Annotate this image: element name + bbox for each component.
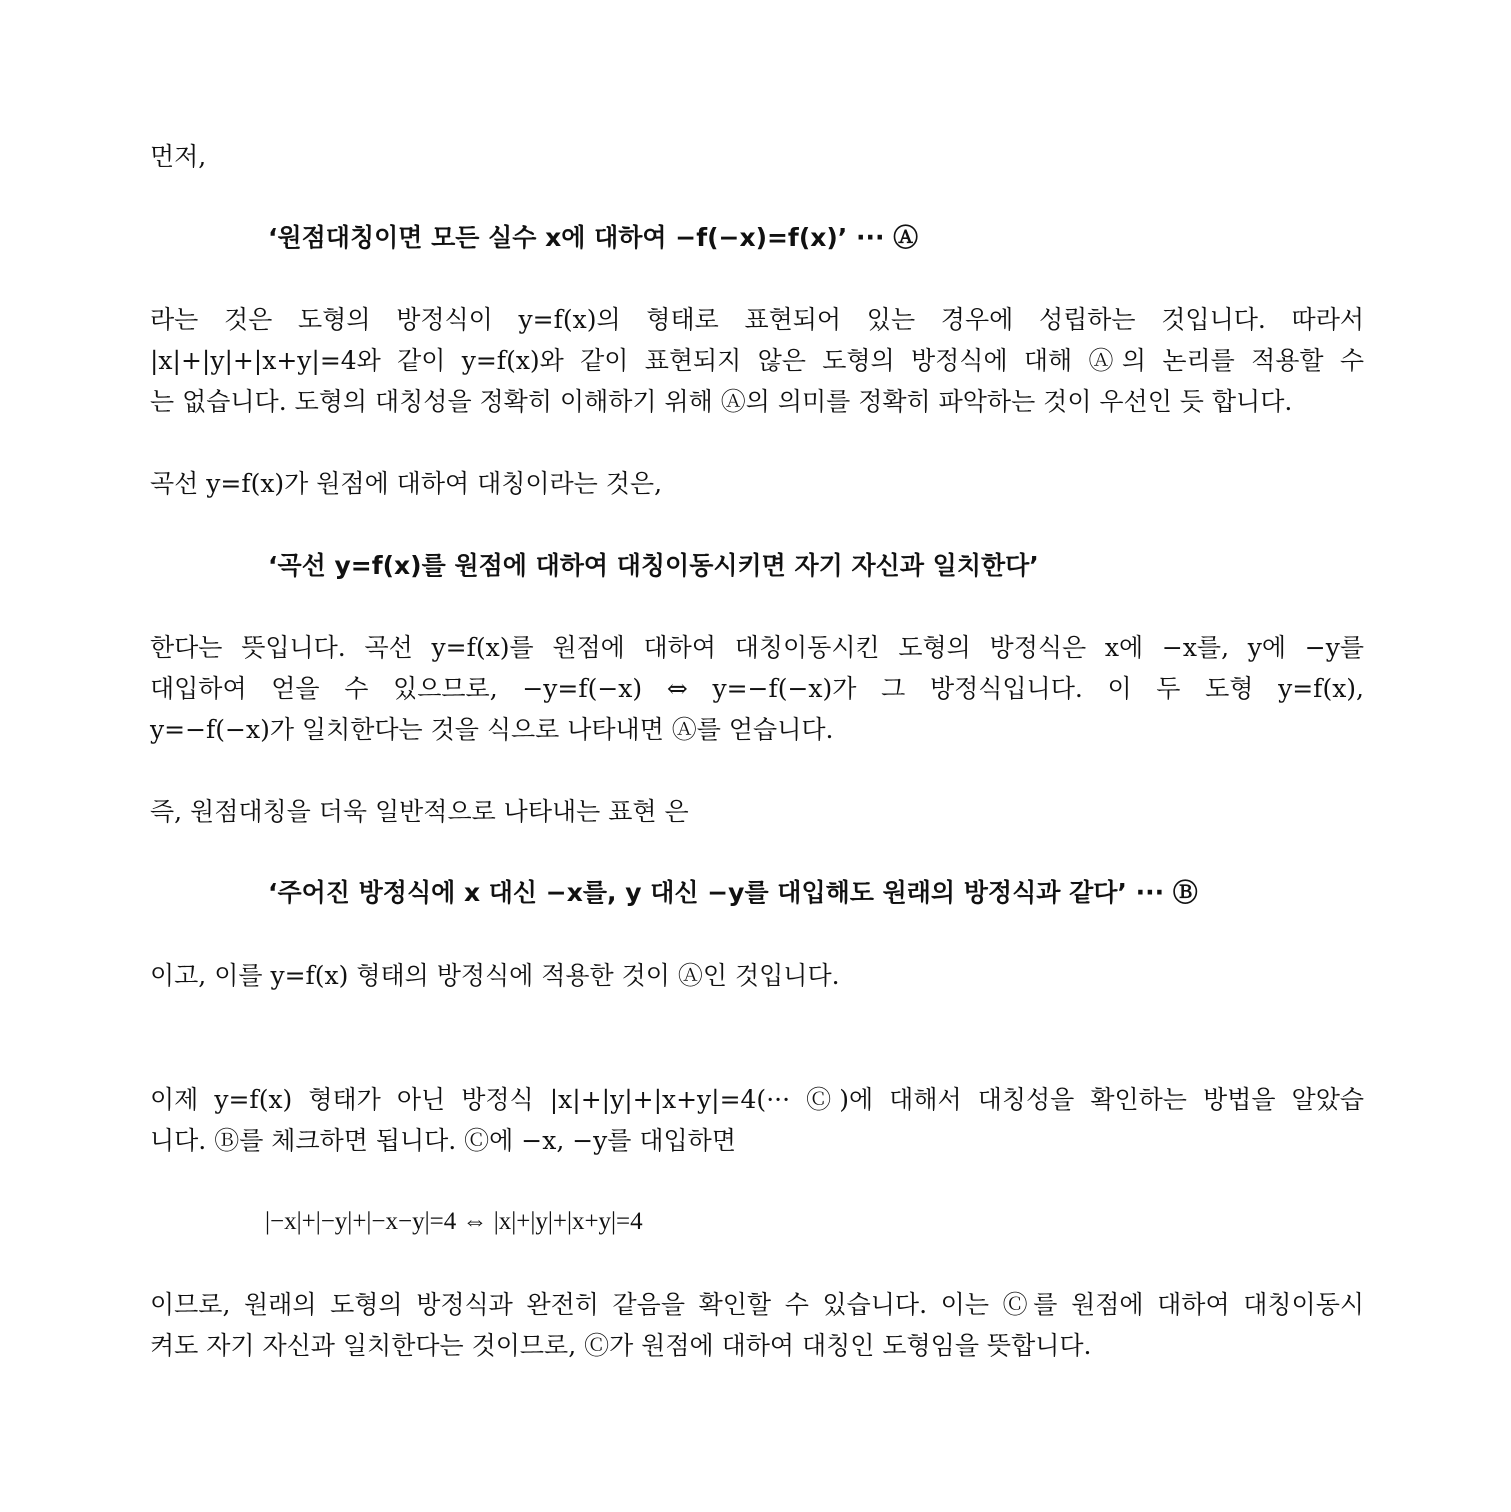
paragraph-line: |x|+|y|+|x+y|=4와 같이 y=f(x)와 같이 표현되지 않은 도형의 방정식에 대해 Ⓐ의 논리를 적용할 수	[150, 346, 1364, 375]
statement-symmetry: ‘곡선 y=f(x)를 원점에 대하여 대칭이동시키면 자기 자신과 일치한다’	[268, 551, 1039, 580]
paragraph-line: 이제 y=f(x) 형태가 아닌 방정식 |x|+|y|+|x+y|=4(··· Ⓒ)에 대해서 대칭성을 확인하는 방법을 알았습	[150, 1085, 1364, 1114]
paragraph-line: 니다. Ⓑ를 체크하면 됩니다. Ⓒ에 −x, −y를 대입하면	[150, 1126, 736, 1155]
equation-line: |−x|+|−y|+|−x−y|=4 ⇔ |x|+|y|+|x+y|=4	[265, 1208, 643, 1235]
paragraph-line: 한다는 뜻입니다. 곡선 y=f(x)를 원점에 대하여 대칭이동시킨 도형의 방정식은 x에 −x를, y에 −y를	[150, 633, 1364, 662]
statement-a: ‘원점대칭이면 모든 실수 x에 대하여 −f(−x)=f(x)’ ··· Ⓐ	[268, 223, 919, 252]
paragraph-line: 이므로, 원래의 도형의 방정식과 완전히 같음을 확인할 수 있습니다. 이는 Ⓒ를 원점에 대하여 대칭이동시	[150, 1290, 1364, 1319]
intro-text: 먼저,	[150, 142, 207, 171]
paragraph-line: 이고, 이를 y=f(x) 형태의 방정식에 적용한 것이 Ⓐ인 것입니다.	[150, 961, 840, 990]
paragraph-line: 는 없습니다. 도형의 대칭성을 정확히 이해하기 위해 Ⓐ의 의미를 정확히 파악하는 것이 우선인 듯 합니다.	[150, 387, 1293, 416]
paragraph-line: 라는 것은 도형의 방정식이 y=f(x)의 형태로 표현되어 있는 경우에 성립하는 것입니다. 따라서	[150, 305, 1364, 334]
statement-b: ‘주어진 방정식에 x 대신 −x를, y 대신 −y를 대입해도 원래의 방정식과 같다’ ··· Ⓑ	[268, 878, 1198, 907]
paragraph-line: 곡선 y=f(x)가 원점에 대하여 대칭이라는 것은,	[150, 469, 663, 498]
paragraph-line: 켜도 자기 자신과 일치한다는 것이므로, Ⓒ가 원점에 대하여 대칭인 도형임을 뜻합니다.	[150, 1331, 1092, 1360]
paragraph-line: 즉, 원점대칭을 더욱 일반적으로 나타내는 표현 은	[150, 797, 689, 826]
paragraph-line: 대입하여 얻을 수 있으므로, −y=f(−x) ⇔ y=−f(−x)가 그 방정식입니다. 이 두 도형 y=f(x),	[150, 674, 1364, 703]
paragraph-line: y=−f(−x)가 일치한다는 것을 식으로 나타내면 Ⓐ를 얻습니다.	[150, 715, 834, 744]
